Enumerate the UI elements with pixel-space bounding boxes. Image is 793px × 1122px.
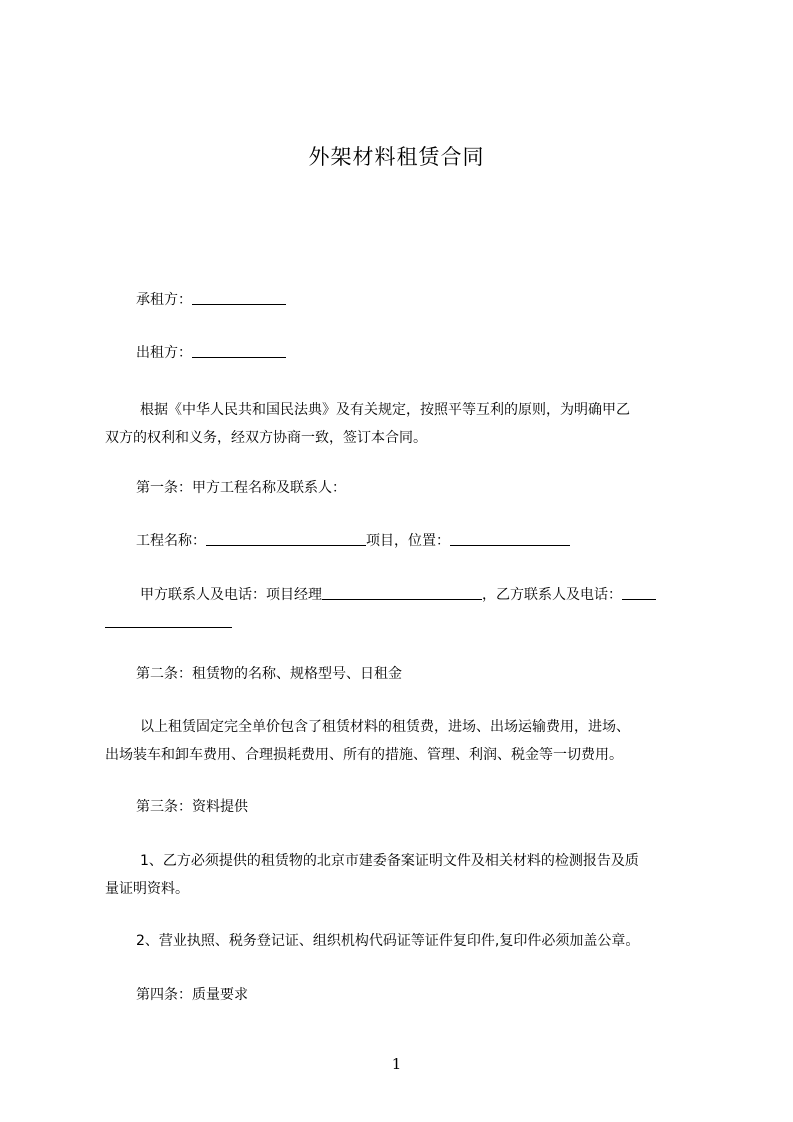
contact-mid: ，乙方联系人及电话：	[482, 587, 622, 603]
contact-label: 甲方联系人及电话：项目经理	[140, 587, 322, 603]
page-number: 1	[391, 1055, 402, 1073]
lessee-line	[105, 285, 736, 315]
project-name-blank	[206, 531, 366, 546]
lessor-label: 出租方：	[136, 345, 192, 361]
lessee-label: 承租方：	[136, 292, 192, 308]
location-blank	[450, 531, 570, 546]
lessor-blank	[192, 343, 286, 358]
lessor-line	[105, 338, 736, 368]
article4-heading: 第四条：质量要求	[136, 987, 248, 1003]
lessee-blank	[192, 290, 286, 305]
contact-blank-end	[105, 613, 232, 628]
article2-line-2: 出场装车和卸车费用、合理损耗费用、所有的措施、管理、利润、税金等一切费用。	[105, 747, 623, 763]
article3-item2: 2、营业执照、税务登记证、组织机构代码证等证件复印件,复印件必须加盖公章。	[136, 933, 640, 949]
project-label: 工程名称：	[136, 533, 206, 549]
intro-line-1: 根据《中华人民共和国民法典》及有关规定，按照平等互利的原则，为明确甲乙	[140, 402, 630, 418]
project-line	[105, 526, 736, 556]
article2-heading: 第二条：租赁物的名称、规格型号、日租金	[136, 666, 402, 682]
document-title: 外架材料租赁合同	[308, 145, 485, 169]
contact-blank-start	[622, 585, 656, 600]
contact-line-continued	[105, 608, 705, 638]
article2-line-1: 以上租赁固定完全单价包含了租赁材料的租赁费，进场、出场运输费用，进场、	[140, 719, 630, 735]
article3-item1-line-1: 1、乙方必须提供的租赁物的北京市建委备案证明文件及相关材料的检测报告及质	[140, 853, 639, 869]
manager-blank	[322, 585, 482, 600]
article3-item1-line-2: 量证明资料。	[105, 881, 189, 897]
intro-line-2: 双方的权利和义务，经双方协商一致，签订本合同。	[105, 430, 427, 446]
article3-heading: 第三条：资料提供	[136, 799, 248, 815]
project-suffix: 项目，位置：	[366, 533, 450, 549]
contact-line	[105, 580, 740, 610]
article1-heading: 第一条：甲方工程名称及联系人：	[136, 480, 346, 496]
